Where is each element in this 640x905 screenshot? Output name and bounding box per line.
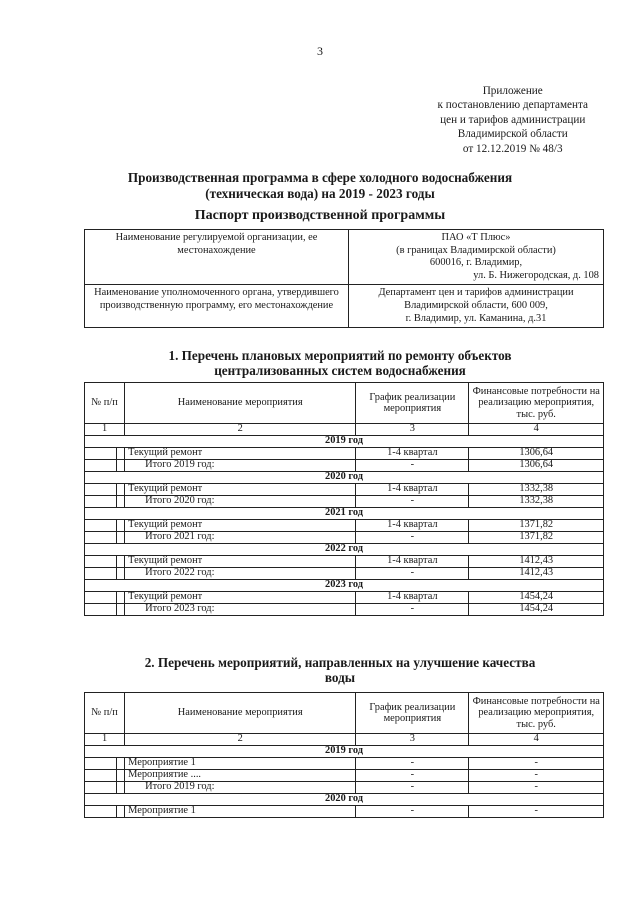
activity-period: - [356, 770, 469, 782]
work-amount: 1412,43 [469, 556, 604, 568]
col-num: 1 [85, 734, 125, 746]
header-schedule: График реализации мероприятия [356, 383, 469, 424]
header-name: Наименование мероприятия [125, 693, 356, 734]
value-line: (в границах Владимирской области) [396, 244, 556, 256]
work-name: Текущий ремонт [125, 520, 356, 532]
year-row [85, 436, 604, 448]
activity-name: Мероприятие .... [125, 770, 356, 782]
work-amount: 1332,38 [469, 484, 604, 496]
activity-amount: - [469, 758, 604, 770]
year-label: 2022 год [85, 544, 604, 556]
water-quality-table [84, 692, 604, 818]
passport-row [85, 285, 604, 328]
appendix-line: от 12.12.2019 № 48/3 [462, 142, 563, 155]
table-row [85, 448, 604, 460]
passport-table [84, 229, 604, 328]
appendix-line: Владимирской области [457, 128, 568, 141]
year-label: 2021 год [85, 508, 604, 520]
table-row [85, 592, 604, 604]
repair-plan-table [84, 382, 604, 616]
total-period: - [356, 460, 469, 472]
col-num: 3 [356, 424, 469, 436]
work-period: 1-4 квартал [356, 484, 469, 496]
total-period: - [356, 532, 469, 544]
total-period: - [356, 496, 469, 508]
col-num: 1 [85, 424, 125, 436]
passport-title: Паспорт производственной программы [194, 208, 446, 223]
year-label: 2019 год [85, 746, 604, 758]
col-num: 4 [469, 734, 604, 746]
table-header-row [85, 693, 604, 734]
activity-period: - [356, 806, 469, 818]
document-title [0, 170, 640, 202]
total-amount: 1454,24 [469, 604, 604, 616]
appendix-line: Приложение [482, 85, 543, 97]
activity-name: Мероприятие 1 [125, 758, 356, 770]
value-line: ПАО «Т Плюс» [441, 232, 511, 243]
table-row [85, 758, 604, 770]
total-amount: 1306,64 [469, 460, 604, 472]
section-title-line: 1. Перечень плановых мероприятий по ремонту объектов [168, 348, 512, 363]
header-num: № п/п [85, 693, 125, 734]
total-row [85, 782, 604, 794]
work-name: Текущий ремонт [125, 556, 356, 568]
table-row [85, 770, 604, 782]
value-line: 600016, г. Владимир, [429, 257, 523, 269]
table-header-row [85, 383, 604, 424]
total-label: Итого 2023 год: [125, 604, 356, 616]
year-row [85, 746, 604, 758]
activity-period: - [356, 758, 469, 770]
appendix-line: цен и тарифов администрации [440, 113, 586, 126]
total-label: Итого 2022 год: [125, 568, 356, 580]
year-row [85, 472, 604, 484]
section-title-line: воды [324, 670, 356, 685]
value-line: Владимирской области, 600 009, [404, 299, 548, 311]
total-amount: 1412,43 [469, 568, 604, 580]
col-num: 3 [356, 734, 469, 746]
total-period: - [356, 782, 469, 794]
column-number-row [85, 424, 604, 436]
section-1-title [0, 348, 640, 378]
work-period: 1-4 квартал [356, 592, 469, 604]
header-name: Наименование мероприятия [125, 383, 356, 424]
work-name: Текущий ремонт [125, 592, 356, 604]
header-finance: Финансовые потребности на реализацию мероприятия, тыс. руб. [469, 383, 604, 424]
title-line: (техническая вода) на 2019 - 2023 годы [205, 186, 435, 201]
value-line: г. Владимир, ул. Каманина, д.31 [405, 312, 547, 324]
passport-label: Наименование уполномоченного органа, утвердившего производственную программу, его местонахождение [85, 285, 349, 328]
year-label: 2023 год [85, 580, 604, 592]
activity-name: Мероприятие 1 [125, 806, 356, 818]
year-label: 2019 год [85, 436, 604, 448]
passport-value [349, 285, 604, 328]
value-line: Департамент цен и тарифов администрации [378, 287, 574, 299]
total-period: - [356, 568, 469, 580]
total-row [85, 532, 604, 544]
year-row [85, 544, 604, 556]
total-row [85, 604, 604, 616]
col-num: 4 [469, 424, 604, 436]
section-title-line: централизованных систем водоснабжения [214, 363, 466, 378]
title-line: Производственная программа в сфере холодного водоснабжения [127, 170, 513, 185]
total-amount: 1332,38 [469, 496, 604, 508]
year-row [85, 508, 604, 520]
header-finance: Финансовые потребности на реализацию мероприятия, тыс. руб. [469, 693, 604, 734]
year-label: 2020 год [85, 472, 604, 484]
passport-value [349, 230, 604, 285]
passport-label: Наименование регулируемой организации, ее местонахождение [85, 230, 349, 285]
table-row [85, 806, 604, 818]
total-row [85, 496, 604, 508]
work-amount: 1306,64 [469, 448, 604, 460]
work-period: 1-4 квартал [356, 520, 469, 532]
appendix-block [437, 84, 588, 156]
column-number-row [85, 734, 604, 746]
year-label: 2020 год [85, 794, 604, 806]
appendix-line: к постановлению департамента [437, 99, 588, 112]
col-num: 2 [125, 734, 356, 746]
col-num: 2 [125, 424, 356, 436]
header-schedule: График реализации мероприятия [356, 693, 469, 734]
total-amount: - [469, 782, 604, 794]
work-amount: 1371,82 [469, 520, 604, 532]
value-line: ул. Б. Нижегородская, д. 108 [473, 269, 599, 281]
total-label: Итого 2019 год: [125, 782, 356, 794]
section-title-line: 2. Перечень мероприятий, направленных на улучшение качества [144, 655, 536, 670]
year-row [85, 580, 604, 592]
page-number: 3 [317, 44, 323, 58]
total-row [85, 460, 604, 472]
section-2-title [0, 655, 640, 685]
total-period: - [356, 604, 469, 616]
total-label: Итого 2021 год: [125, 532, 356, 544]
total-label: Итого 2019 год: [125, 460, 356, 472]
header-num: № п/п [85, 383, 125, 424]
work-name: Текущий ремонт [125, 484, 356, 496]
total-row [85, 568, 604, 580]
table-row [85, 520, 604, 532]
year-row [85, 794, 604, 806]
work-name: Текущий ремонт [125, 448, 356, 460]
work-period: 1-4 квартал [356, 448, 469, 460]
total-label: Итого 2020 год: [125, 496, 356, 508]
table-row [85, 484, 604, 496]
work-amount: 1454,24 [469, 592, 604, 604]
total-amount: 1371,82 [469, 532, 604, 544]
table-row [85, 556, 604, 568]
work-period: 1-4 квартал [356, 556, 469, 568]
activity-amount: - [469, 770, 604, 782]
activity-amount: - [469, 806, 604, 818]
passport-row [85, 230, 604, 285]
